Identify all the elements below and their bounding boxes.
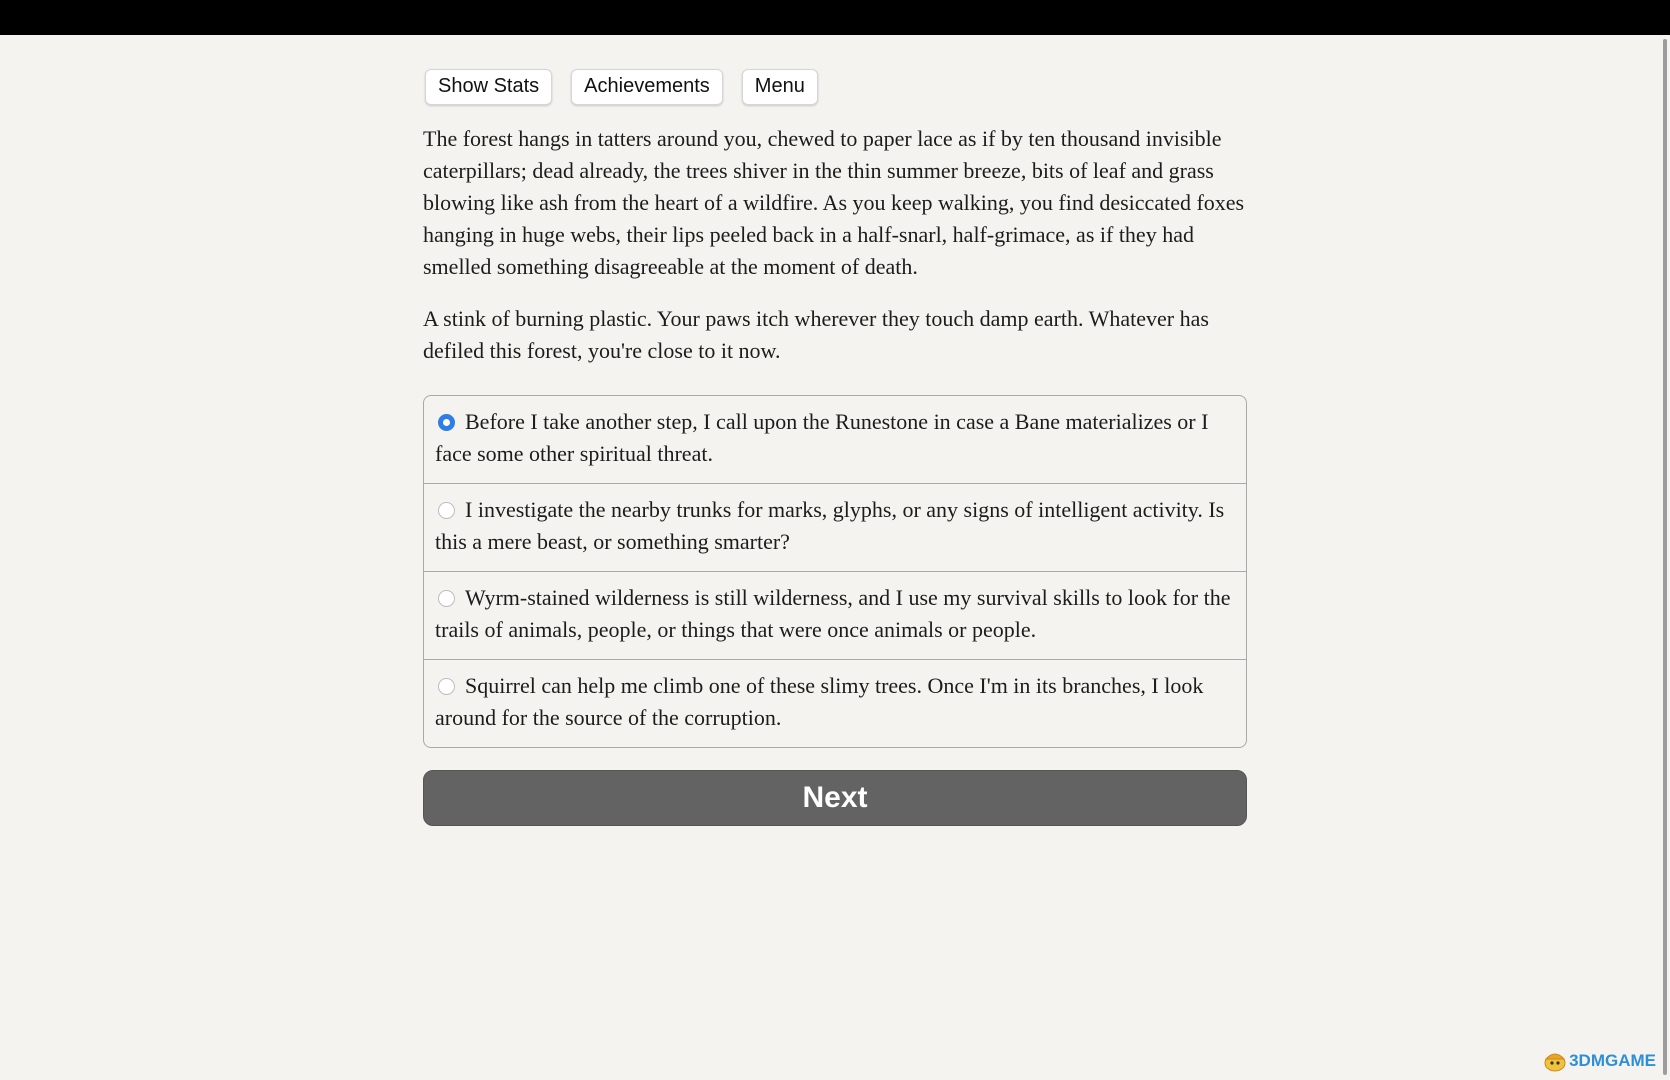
scrollbar[interactable] <box>1660 35 1670 1080</box>
game-content <box>423 35 1247 826</box>
choice-option-runestone[interactable] <box>424 396 1246 483</box>
story-text <box>423 123 1247 367</box>
story-paragraph: The forest hangs in tatters around you, chewed to paper lace as if by ten thousand invisible caterpillars; dead already, the trees shiver in the thin summer breeze, bits of leaf and grass blowing like ash from the heart of a wildfire. As you keep walking, you find desiccated foxes hanging in huge webs, their lips peeled back in a half-snarl, half-grimace, as if they had smelled something disagreeable at the moment of death. <box>423 126 1245 279</box>
story-paragraph: A stink of burning plastic. Your paws itch wherever they touch damp earth. Whatever has defiled this forest, you're close to it now. <box>423 306 1209 363</box>
radio-button[interactable] <box>438 678 455 695</box>
menu-button[interactable]: Menu <box>742 69 818 105</box>
choice-option-survival[interactable] <box>424 571 1246 659</box>
choice-label: Wyrm-stained wilderness is still wilderness, and I use my survival skills to look for the trails of animals, people, or things that were once animals or people. <box>435 585 1231 642</box>
radio-button[interactable] <box>438 502 455 519</box>
watermark <box>1543 1050 1656 1072</box>
show-stats-button[interactable]: Show Stats <box>425 69 552 105</box>
achievements-button[interactable]: Achievements <box>571 69 723 105</box>
watermark-mascot-icon <box>1543 1050 1567 1072</box>
watermark-text: 3DMGAME <box>1569 1051 1656 1070</box>
choice-label: Squirrel can help me climb one of these slimy trees. Once I'm in its branches, I look around for the source of the corruption. <box>435 673 1204 730</box>
scrollbar-thumb[interactable] <box>1663 39 1667 1075</box>
choice-label: I investigate the nearby trunks for marks, glyphs, or any signs of intelligent activity. Is this a mere beast, or something smarter? <box>435 497 1225 554</box>
radio-button[interactable] <box>438 414 455 431</box>
choice-option-squirrel[interactable] <box>424 659 1246 747</box>
radio-button[interactable] <box>438 590 455 607</box>
choice-list <box>423 395 1247 748</box>
header-buttons <box>425 69 1247 105</box>
window-top-bar <box>0 0 1670 35</box>
next-button[interactable]: Next <box>423 770 1247 826</box>
choice-option-investigate[interactable] <box>424 483 1246 571</box>
choice-label: Before I take another step, I call upon the Runestone in case a Bane materializes or I face some other spiritual threat. <box>435 409 1209 466</box>
